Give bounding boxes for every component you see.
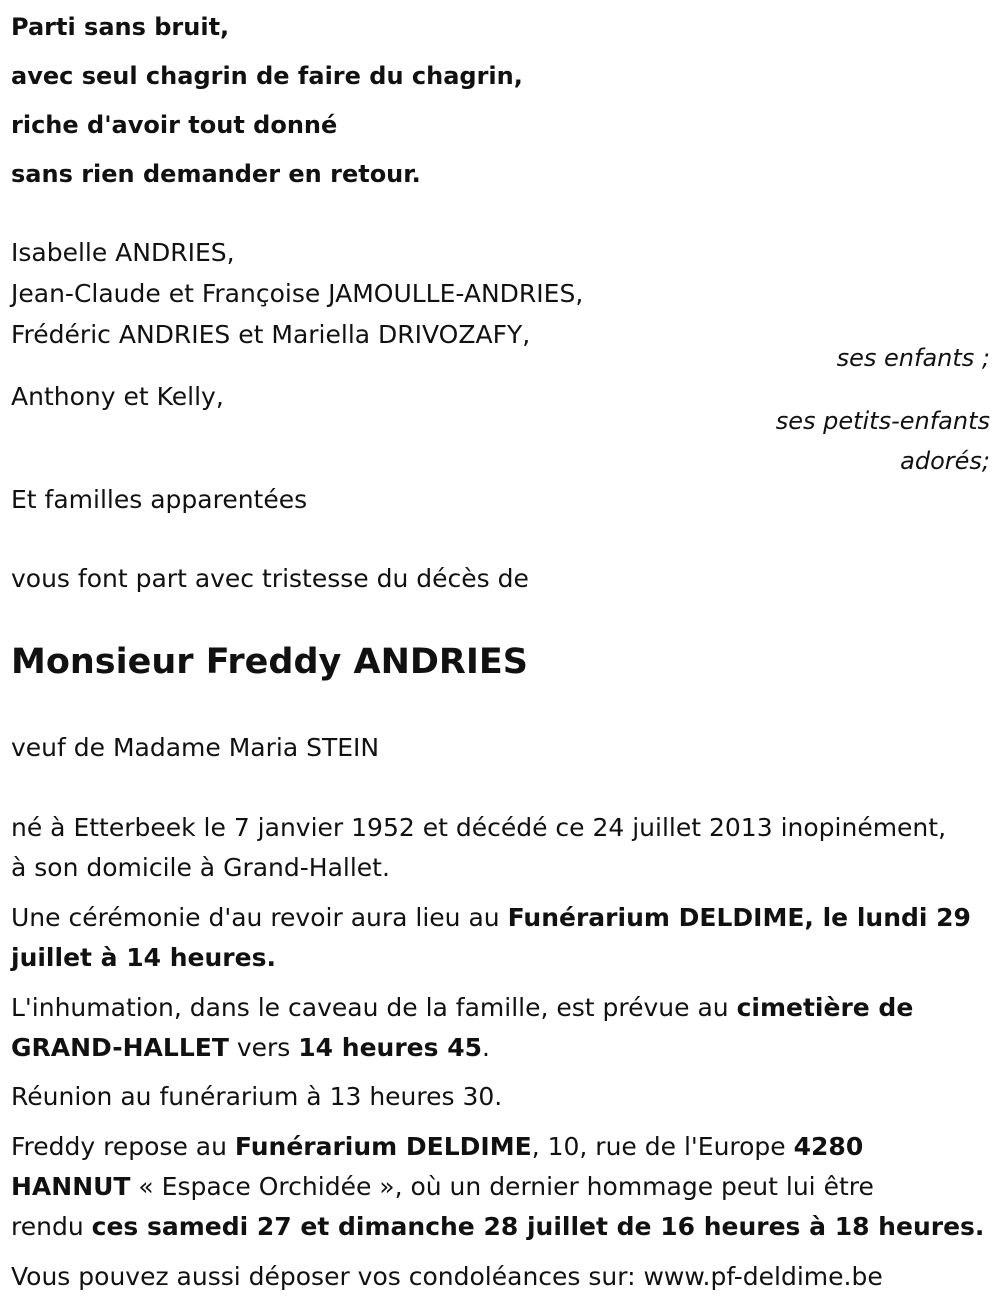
burial-cemetery: cimetière de <box>736 993 914 1022</box>
burial-place: GRAND-HALLET <box>11 1033 229 1062</box>
viewing-address: , 10, rue de l'Europe <box>531 1132 794 1161</box>
condolences-line: Vous pouvez aussi déposer vos condoléances sur: www.pf-deldime.be <box>11 1262 883 1291</box>
viewing-rendu: rendu <box>11 1212 92 1241</box>
grandchildren-role-2: adorés; <box>900 447 990 475</box>
child-3: Frédéric ANDRIES et Mariella DRIVOZAFY, <box>11 320 531 349</box>
birth-death-line-1: né à Etterbeek le 7 janvier 1952 et décédé ce 24 juillet 2013 inopinément, <box>11 813 947 842</box>
poem-line-3: riche d'avoir tout donné <box>11 111 338 139</box>
burial-line-2 <box>11 1033 490 1063</box>
burial-line-1 <box>11 993 913 1023</box>
viewing-postcode: 4280 <box>793 1132 864 1161</box>
widower-line: veuf de Madame Maria STEIN <box>11 733 380 762</box>
burial-middle: vers <box>228 1033 299 1062</box>
poem-line-2: avec seul chagrin de faire du chagrin, <box>11 62 523 90</box>
burial-time: 14 heures 45 <box>298 1033 482 1062</box>
burial-prefix: L'inhumation, dans le caveau de la famille, est prévue au <box>11 993 737 1022</box>
viewing-dates: ces samedi 27 et dimanche 28 juillet de 16 heures à 18 heures. <box>91 1212 985 1241</box>
birth-death-line-2: à son domicile à Grand-Hallet. <box>11 853 390 882</box>
poem-line-1: Parti sans bruit, <box>11 13 230 41</box>
ceremony-time: juillet à 14 heures. <box>11 943 276 972</box>
ceremony-line-2 <box>11 943 276 973</box>
viewing-line-1 <box>11 1132 863 1162</box>
relatives: Et familles apparentées <box>11 485 308 514</box>
child-2: Jean-Claude et Françoise JAMOULLE-ANDRIES, <box>11 279 584 308</box>
viewing-line-3 <box>11 1212 984 1242</box>
viewing-city: HANNUT <box>11 1172 131 1201</box>
deceased-name: Monsieur Freddy ANDRIES <box>11 642 529 682</box>
announcement: vous font part avec tristesse du décès de <box>11 564 529 593</box>
viewing-room: « Espace Orchidée », où un dernier hommage peut lui être <box>130 1172 874 1201</box>
grandchildren: Anthony et Kelly, <box>11 382 224 411</box>
children-role: ses enfants ; <box>836 344 990 372</box>
poem-line-4: sans rien demander en retour. <box>11 160 421 188</box>
viewing-funeral-home: Funérarium DELDIME <box>234 1132 532 1161</box>
viewing-line-2 <box>11 1172 874 1202</box>
child-1: Isabelle ANDRIES, <box>11 238 235 267</box>
meeting-line: Réunion au funérarium à 13 heures 30. <box>11 1082 503 1111</box>
viewing-prefix: Freddy repose au <box>11 1132 235 1161</box>
grandchildren-role-1: ses petits-enfants <box>775 407 990 435</box>
burial-suffix: . <box>482 1033 490 1062</box>
ceremony-location-date: Funérarium DELDIME, le lundi 29 <box>507 903 971 932</box>
ceremony-prefix: Une cérémonie d'au revoir aura lieu au <box>11 903 508 932</box>
ceremony-line-1 <box>11 903 971 933</box>
